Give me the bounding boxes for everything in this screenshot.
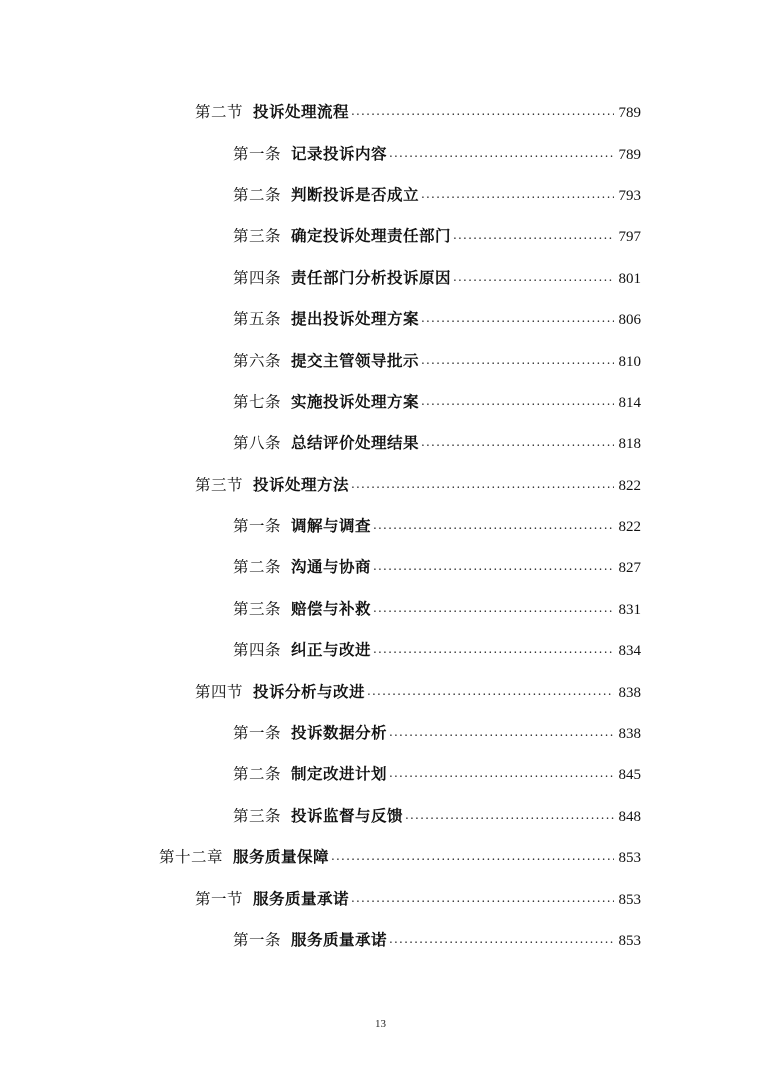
- toc-dot-leader: [421, 436, 614, 452]
- toc-entry-title: 服务质量承诺: [253, 888, 350, 908]
- toc-entry-title: 判断投诉是否成立: [291, 184, 420, 204]
- toc-entry[interactable]: [0, 671, 761, 712]
- toc-entry[interactable]: [0, 713, 761, 754]
- toc-entry-title: 实施投诉处理方案: [291, 391, 420, 411]
- toc-entry-page: 822: [618, 477, 641, 494]
- toc-entry-line[interactable]: [233, 435, 641, 452]
- toc-dot-leader: [389, 933, 614, 949]
- toc-entry-title: 记录投诉内容: [291, 143, 388, 163]
- toc-entry-line[interactable]: [233, 766, 641, 783]
- toc-entry-title: 提出投诉处理方案: [291, 309, 420, 329]
- toc-entry-title: 投诉处理方法: [253, 474, 350, 494]
- toc-entry[interactable]: [0, 630, 761, 671]
- toc-dot-leader: [389, 767, 614, 783]
- toc-entry-page: 793: [618, 187, 641, 204]
- toc-entry-page: 814: [618, 394, 641, 411]
- toc-entry[interactable]: [0, 589, 761, 630]
- toc-entry-line[interactable]: [233, 559, 641, 576]
- toc-entry-title: 提交主管领导批示: [291, 350, 420, 370]
- toc-entry[interactable]: [0, 920, 761, 961]
- toc-entry-number: 第十二章: [159, 848, 224, 867]
- toc-entry-line[interactable]: [159, 849, 641, 866]
- toc-entry[interactable]: [0, 258, 761, 299]
- toc-entry-line[interactable]: [195, 681, 641, 701]
- toc-entry-page: 845: [618, 767, 641, 784]
- toc-entry-line[interactable]: [233, 725, 641, 742]
- toc-entry-title: 服务质量保障: [233, 847, 330, 867]
- toc-entry-number: 第三条: [233, 599, 282, 618]
- toc-entry-line[interactable]: [233, 391, 641, 411]
- toc-dot-leader: [405, 809, 614, 825]
- toc-entry-number: 第三条: [233, 806, 282, 825]
- toc-entry[interactable]: [0, 423, 761, 464]
- toc-entry[interactable]: [0, 340, 761, 381]
- toc-dot-leader: [373, 519, 614, 535]
- toc-entry-page: 789: [618, 105, 641, 122]
- toc-dot-leader: [351, 892, 614, 908]
- toc-entry-title: 服务质量承诺: [291, 930, 388, 949]
- toc-entry-line[interactable]: [233, 598, 641, 618]
- toc-entry-title: 投诉数据分析: [291, 723, 388, 743]
- toc-entry[interactable]: [0, 92, 761, 133]
- toc-entry-title: 赔偿与补救: [291, 598, 372, 618]
- toc-entry-page: 838: [618, 684, 641, 701]
- table-of-contents: [0, 92, 761, 961]
- toc-entry-page: 853: [618, 891, 641, 908]
- toc-entry-title: 调解与调查: [291, 516, 372, 536]
- toc-entry[interactable]: [0, 796, 761, 837]
- toc-entry-number: 第一节: [195, 889, 244, 908]
- toc-entry-number: 第八条: [233, 434, 282, 453]
- toc-dot-leader: [421, 354, 614, 370]
- toc-entry-page: 806: [618, 312, 641, 329]
- toc-entry[interactable]: [0, 547, 761, 588]
- toc-dot-leader: [351, 105, 614, 121]
- toc-entry[interactable]: [0, 837, 761, 878]
- toc-entry-title: 投诉分析与改进: [253, 681, 366, 701]
- toc-entry-title: 确定投诉处理责任部门: [291, 226, 452, 246]
- toc-entry-page: 827: [618, 560, 641, 577]
- toc-dot-leader: [331, 850, 614, 866]
- toc-entry-page: 822: [618, 519, 641, 536]
- toc-entry-number: 第二条: [233, 185, 282, 204]
- toc-entry-number: 第四节: [195, 682, 244, 701]
- toc-entry-line[interactable]: [233, 350, 641, 370]
- page-number: 13: [375, 1018, 386, 1030]
- toc-dot-leader: [367, 685, 614, 701]
- toc-entry-line[interactable]: [233, 184, 641, 204]
- toc-entry-line[interactable]: [233, 642, 641, 659]
- toc-entry-page: 834: [618, 643, 641, 660]
- toc-entry-page: 853: [618, 850, 641, 867]
- toc-entry-page: 831: [618, 601, 641, 618]
- toc-dot-leader: [421, 188, 614, 204]
- toc-entry-title: 制定改进计划: [291, 764, 388, 784]
- toc-entry-page: 853: [618, 933, 641, 949]
- toc-dot-leader: [351, 478, 614, 494]
- toc-entry-number: 第三节: [195, 475, 244, 494]
- toc-entry-title: 投诉监督与反馈: [291, 805, 404, 825]
- toc-entry-number: 第一条: [233, 517, 282, 536]
- toc-entry-title: 纠正与改进: [291, 640, 372, 660]
- toc-entry-line[interactable]: [233, 805, 641, 825]
- toc-entry-number: 第七条: [233, 392, 282, 411]
- toc-dot-leader: [389, 147, 614, 163]
- toc-entry-line[interactable]: [233, 932, 641, 949]
- toc-dot-leader: [373, 643, 614, 659]
- toc-entry-line[interactable]: [233, 518, 641, 535]
- toc-entry-number: 第三条: [233, 227, 282, 246]
- toc-entry[interactable]: [0, 754, 761, 795]
- toc-dot-leader: [373, 602, 614, 618]
- toc-entry-number: 第二条: [233, 558, 282, 577]
- toc-entry-line[interactable]: [233, 311, 641, 328]
- toc-entry-line[interactable]: [195, 104, 641, 121]
- toc-entry[interactable]: [0, 382, 761, 423]
- toc-dot-leader: [389, 726, 614, 742]
- toc-entry-line[interactable]: [233, 143, 641, 163]
- toc-entry-page: 848: [618, 808, 641, 825]
- toc-entry-number: 第一条: [233, 724, 282, 743]
- toc-entry-page: 818: [618, 436, 641, 453]
- toc-entry[interactable]: [0, 465, 761, 506]
- toc-entry-page: 801: [618, 270, 641, 287]
- toc-entry-number: 第五条: [233, 310, 282, 329]
- toc-entry-title: 沟通与协商: [291, 557, 372, 577]
- toc-entry-line[interactable]: [195, 888, 641, 908]
- toc-entry[interactable]: [0, 175, 761, 216]
- toc-entry-line[interactable]: [233, 228, 641, 245]
- toc-entry[interactable]: [0, 216, 761, 257]
- toc-entry[interactable]: [0, 878, 761, 919]
- toc-entry-line[interactable]: [195, 474, 641, 494]
- toc-entry-number: 第六条: [233, 351, 282, 370]
- toc-entry-page: 838: [618, 726, 641, 743]
- toc-dot-leader: [421, 395, 614, 411]
- toc-entry-title: 责任部门分析投诉原因: [291, 267, 452, 287]
- toc-entry[interactable]: [0, 506, 761, 547]
- toc-entry-number: 第二条: [233, 765, 282, 784]
- toc-entry[interactable]: [0, 133, 761, 174]
- toc-dot-leader: [453, 271, 614, 287]
- toc-entry-number: 第二节: [195, 103, 244, 122]
- toc-entry-number: 第一条: [233, 144, 282, 163]
- toc-entry-number: 第四条: [233, 268, 282, 287]
- toc-entry-title: 投诉处理流程: [253, 102, 350, 122]
- toc-entry-page: 810: [618, 353, 641, 370]
- toc-entry-line[interactable]: [233, 267, 641, 287]
- toc-entry-number: 第一条: [233, 931, 282, 949]
- toc-entry-title: 总结评价处理结果: [291, 433, 420, 453]
- toc-entry-page: 797: [618, 229, 641, 246]
- toc-entry[interactable]: [0, 299, 761, 340]
- toc-dot-leader: [373, 560, 614, 576]
- toc-entry-number: 第四条: [233, 641, 282, 660]
- toc-dot-leader: [421, 312, 614, 328]
- toc-entry-page: 789: [618, 146, 641, 163]
- toc-dot-leader: [453, 229, 614, 245]
